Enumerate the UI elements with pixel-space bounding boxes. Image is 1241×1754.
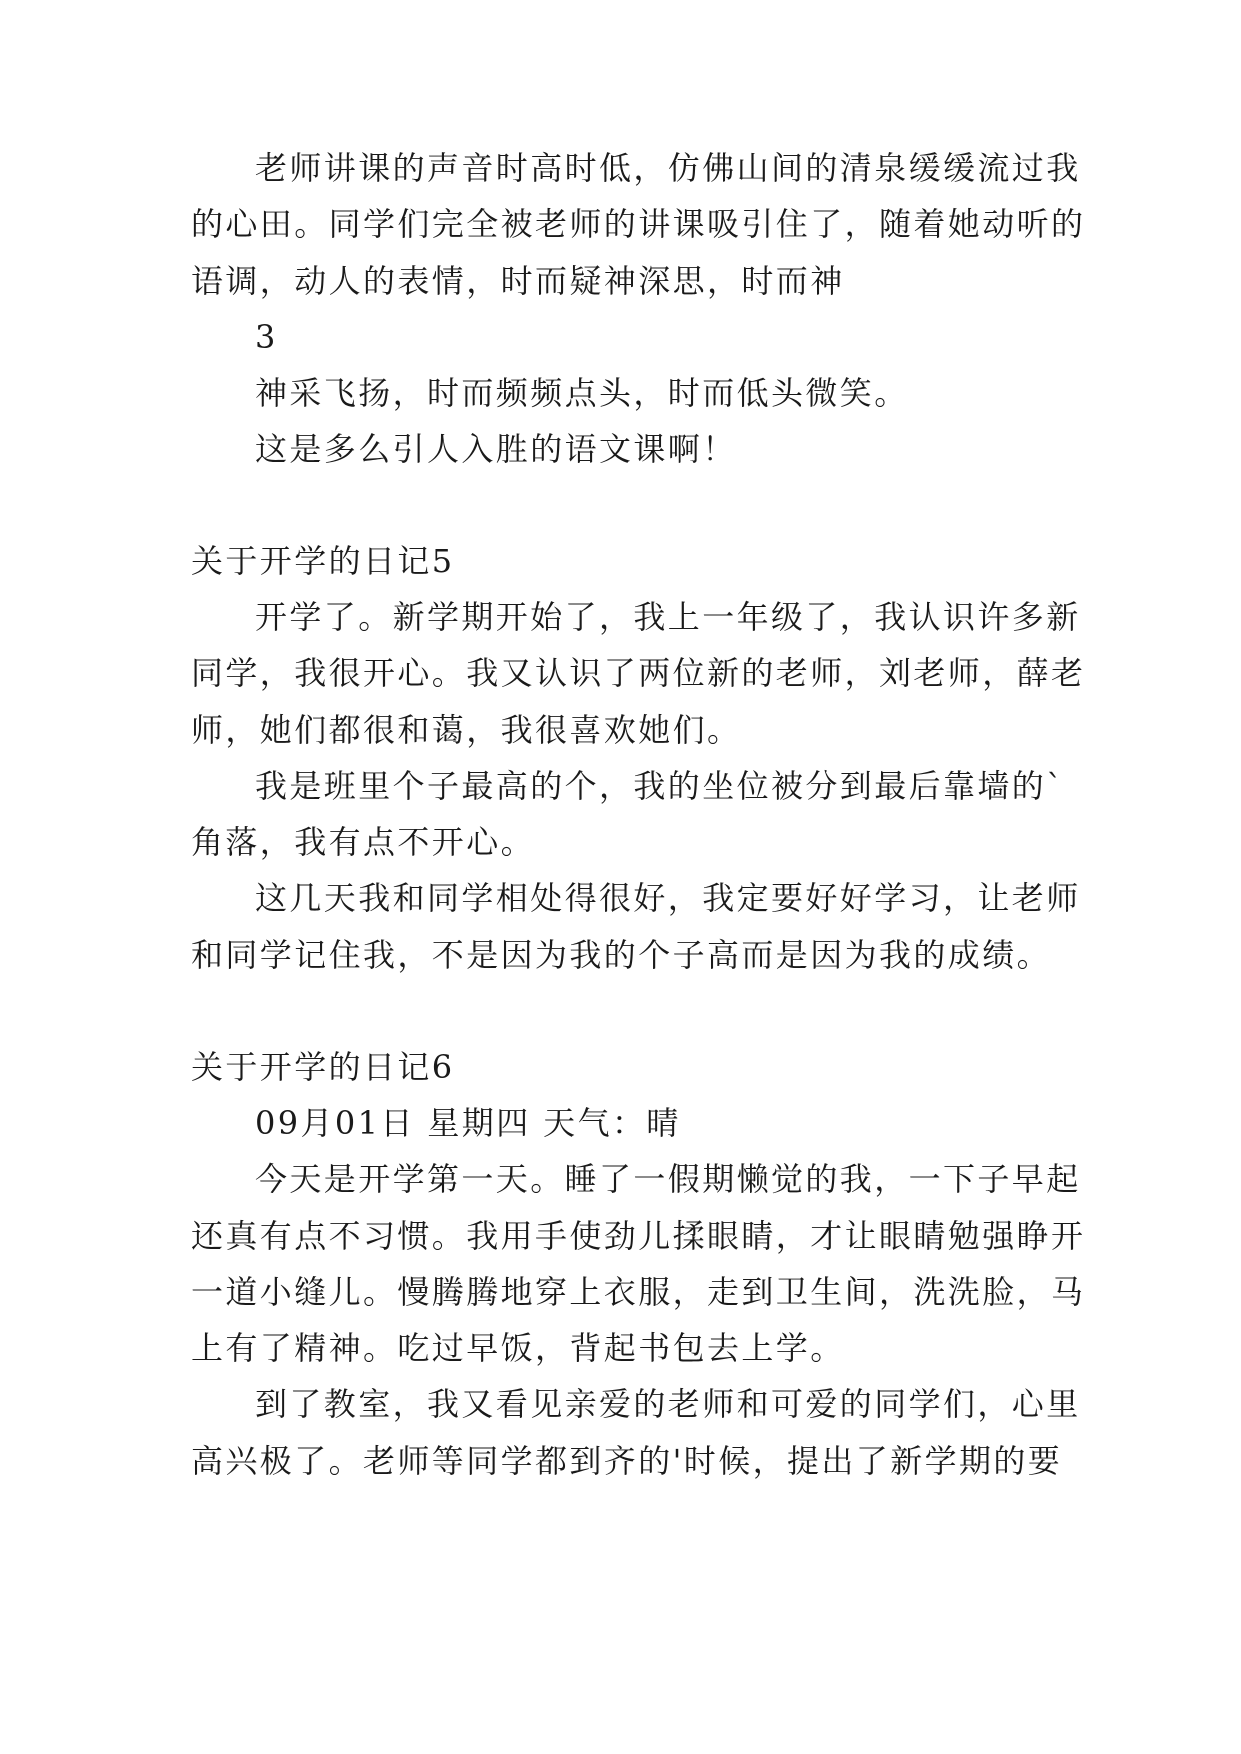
paragraph-line: 语调，动人的表情，时而疑神深思，时而神 [191,262,845,300]
paragraph-line: 今天是开学第一天。睡了一假期懒觉的我，一下子早起 [255,1160,1081,1198]
paragraph-line: 师，她们都很和蔼，我很喜欢她们。 [191,711,742,749]
paragraph-line: 老师讲课的声音时高时低，仿佛山间的清泉缓缓流过我 [255,149,1081,187]
diary-date-line: 09月01日 星期四 天气：晴 [255,1104,681,1142]
paragraph-line: 这是多么引人入胜的语文课啊！ [255,430,737,468]
section-heading: 关于开学的日记6 [191,1048,455,1086]
section-heading: 关于开学的日记5 [191,542,455,580]
paragraph-line: 到了教室，我又看见亲爱的老师和可爱的同学们，心里 [255,1385,1081,1423]
paragraph-line: 开学了。新学期开始了，我上一年级了，我认识许多新 [255,598,1081,636]
paragraph-line: 还真有点不习惯。我用手使劲儿揉眼睛，才让眼睛勉强睁开 [191,1217,1086,1255]
paragraph-line: 同学，我很开心。我又认识了两位新的老师，刘老师，薛老 [191,654,1086,692]
paragraph-line: 和同学记住我，不是因为我的个子高而是因为我的成绩。 [191,936,1052,974]
paragraph-line: 上有了精神。吃过早饭，背起书包去上学。 [191,1329,845,1367]
paragraph-line: 神采飞扬，时而频频点头，时而低头微笑。 [255,374,909,412]
paragraph-line: 角落，我有点不开心。 [191,823,536,861]
paragraph-line: 高兴极了。老师等同学都到齐的'时候，提出了新学期的要 [191,1442,1063,1480]
paragraph-line: 这几天我和同学相处得很好，我定要好好学习，让老师 [255,879,1081,917]
paragraph-line: 我是班里个子最高的个，我的坐位被分到最后靠墙的` [255,767,1065,805]
paragraph-line: 的心田。同学们完全被老师的讲课吸引住了，随着她动听的 [191,205,1086,243]
paragraph-line: 一道小缝儿。慢腾腾地穿上衣服，走到卫生间，洗洗脸，马 [191,1273,1086,1311]
page-number: 3 [255,318,278,356]
